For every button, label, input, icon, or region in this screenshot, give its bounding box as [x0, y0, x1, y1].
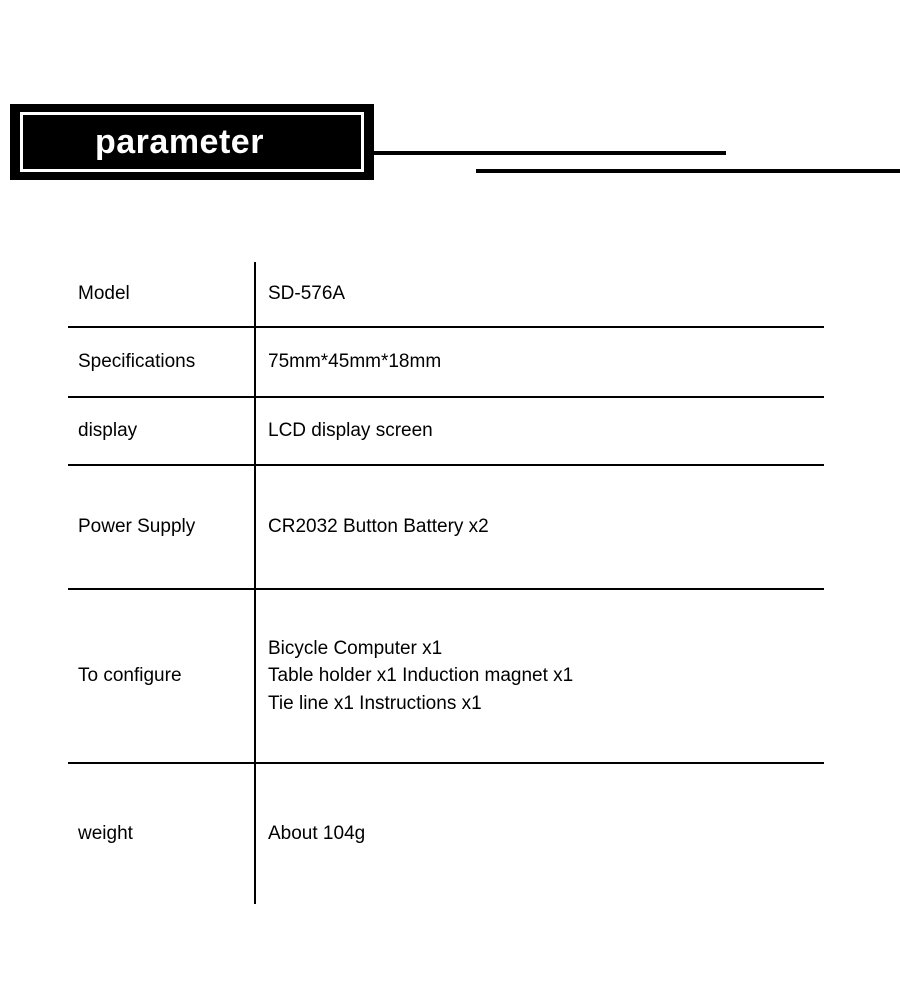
table-row-value-line: Tie line x1 Instructions x1 [268, 692, 482, 714]
table-row [68, 327, 824, 397]
table-row-value-lines [268, 636, 824, 717]
table-row-value-line: 75mm*45mm*18mm [268, 351, 442, 373]
table-row-value [255, 763, 824, 904]
table-row-value [255, 589, 824, 763]
table-row-value-line: SD-576A [268, 283, 346, 305]
table-row-value-line: About 104g [268, 823, 366, 845]
header-rule-top [374, 151, 726, 155]
table-row-label: weight [68, 763, 255, 904]
table-row-value-line: Bicycle Computer x1 [268, 637, 443, 659]
table-row-value-lines [268, 418, 824, 444]
table-row-value-lines [268, 349, 824, 375]
table-row [68, 397, 824, 465]
table-row-label: Specifications [68, 327, 255, 397]
table-row-value-line: CR2032 Button Battery x2 [268, 516, 489, 538]
table-row-label: To configure [68, 589, 255, 763]
table-row-value [255, 327, 824, 397]
table-row-value-lines [268, 821, 824, 847]
section-banner [10, 104, 374, 180]
specification-table [68, 262, 824, 904]
table-row-label: display [68, 397, 255, 465]
specification-table-body [68, 262, 824, 904]
table-row-value [255, 465, 824, 589]
page-title: parameter [95, 123, 264, 161]
table-row-label: Model [68, 262, 255, 327]
table-row [68, 589, 824, 763]
table-row-value-line: Table holder x1 Induction magnet x1 [268, 665, 574, 687]
table-row [68, 465, 824, 589]
table-row [68, 262, 824, 327]
table-row-value-line: LCD display screen [268, 420, 433, 442]
table-row-value-lines [268, 281, 824, 307]
table-row-value [255, 262, 824, 327]
header-rule-bottom [476, 169, 900, 173]
table-row-value-lines [268, 514, 824, 540]
table-row-label: Power Supply [68, 465, 255, 589]
banner-inner-border [20, 112, 364, 172]
table-row [68, 763, 824, 904]
table-row-value [255, 397, 824, 465]
